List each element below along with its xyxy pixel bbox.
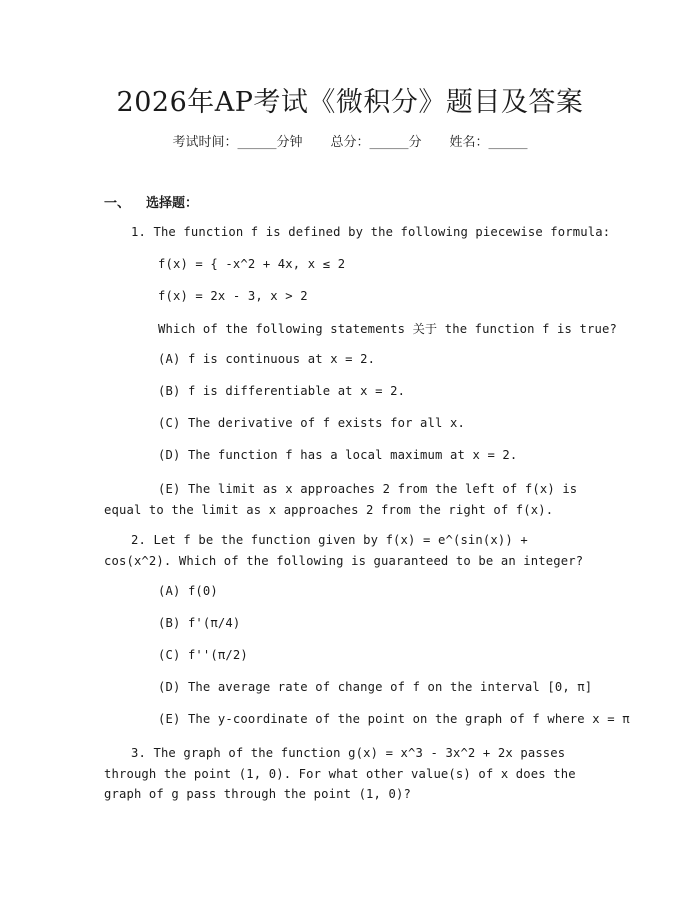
question-1-piece-1: f(x) = { -x^2 + 4x, x ≤ 2 (158, 257, 346, 271)
question-1-option-c: (C) The derivative of f exists for all x. (158, 416, 465, 430)
question-2-option-b: (B) f'(π/4) (158, 616, 241, 630)
question-1-prompt: Which of the following statements 关于 the function f is true? (158, 322, 617, 336)
question-1-stem: 1. The function f is defined by the following piecewise formula: (131, 225, 611, 239)
question-2-option-e: (E) The y-coordinate of the point on the graph of f where x = π (158, 712, 630, 726)
exam-time-field: 考试时间：______分钟 (172, 135, 303, 150)
question-3-stem: 3. The graph of the function g(x) = x^3 - 3x^2 + 2x passes through the point (1, 0). For what other value(s) of x does the graph of g pass through the point (1, 0)? (104, 746, 576, 801)
question-1-option-a: (A) f is continuous at x = 2. (158, 352, 376, 366)
question-1-piece-2: f(x) = 2x - 3, x > 2 (158, 289, 308, 303)
student-name-field: 姓名：______ (449, 135, 528, 150)
section-number: 一、 (104, 196, 131, 211)
section-label: 选择题： (146, 196, 199, 211)
total-score-field: 总分：______分 (330, 135, 422, 150)
question-1-option-e: (E) The limit as x approaches 2 from the left of f(x) is equal to the limit as x approaches 2 from the right of f(x). (104, 482, 578, 517)
section-heading (104, 192, 198, 211)
question-2-option-a: (A) f(0) (158, 584, 218, 598)
document-title: 2026年AP考试《微积分》题目及答案 (116, 87, 584, 118)
question-1-option-b: (B) f is differentiable at x = 2. (158, 384, 406, 398)
question-2-option-d: (D) The average rate of change of f on the interval [0, π] (158, 680, 593, 694)
question-1-option-d: (D) The function f has a local maximum at x = 2. (158, 448, 518, 462)
question-2-option-c: (C) f''(π/2) (158, 648, 248, 662)
question-2-stem: 2. Let f be the function given by f(x) = e^(sin(x)) + cos(x^2). Which of the following is guaranteed to be an integer? (104, 533, 584, 568)
exam-info-row (0, 131, 700, 150)
